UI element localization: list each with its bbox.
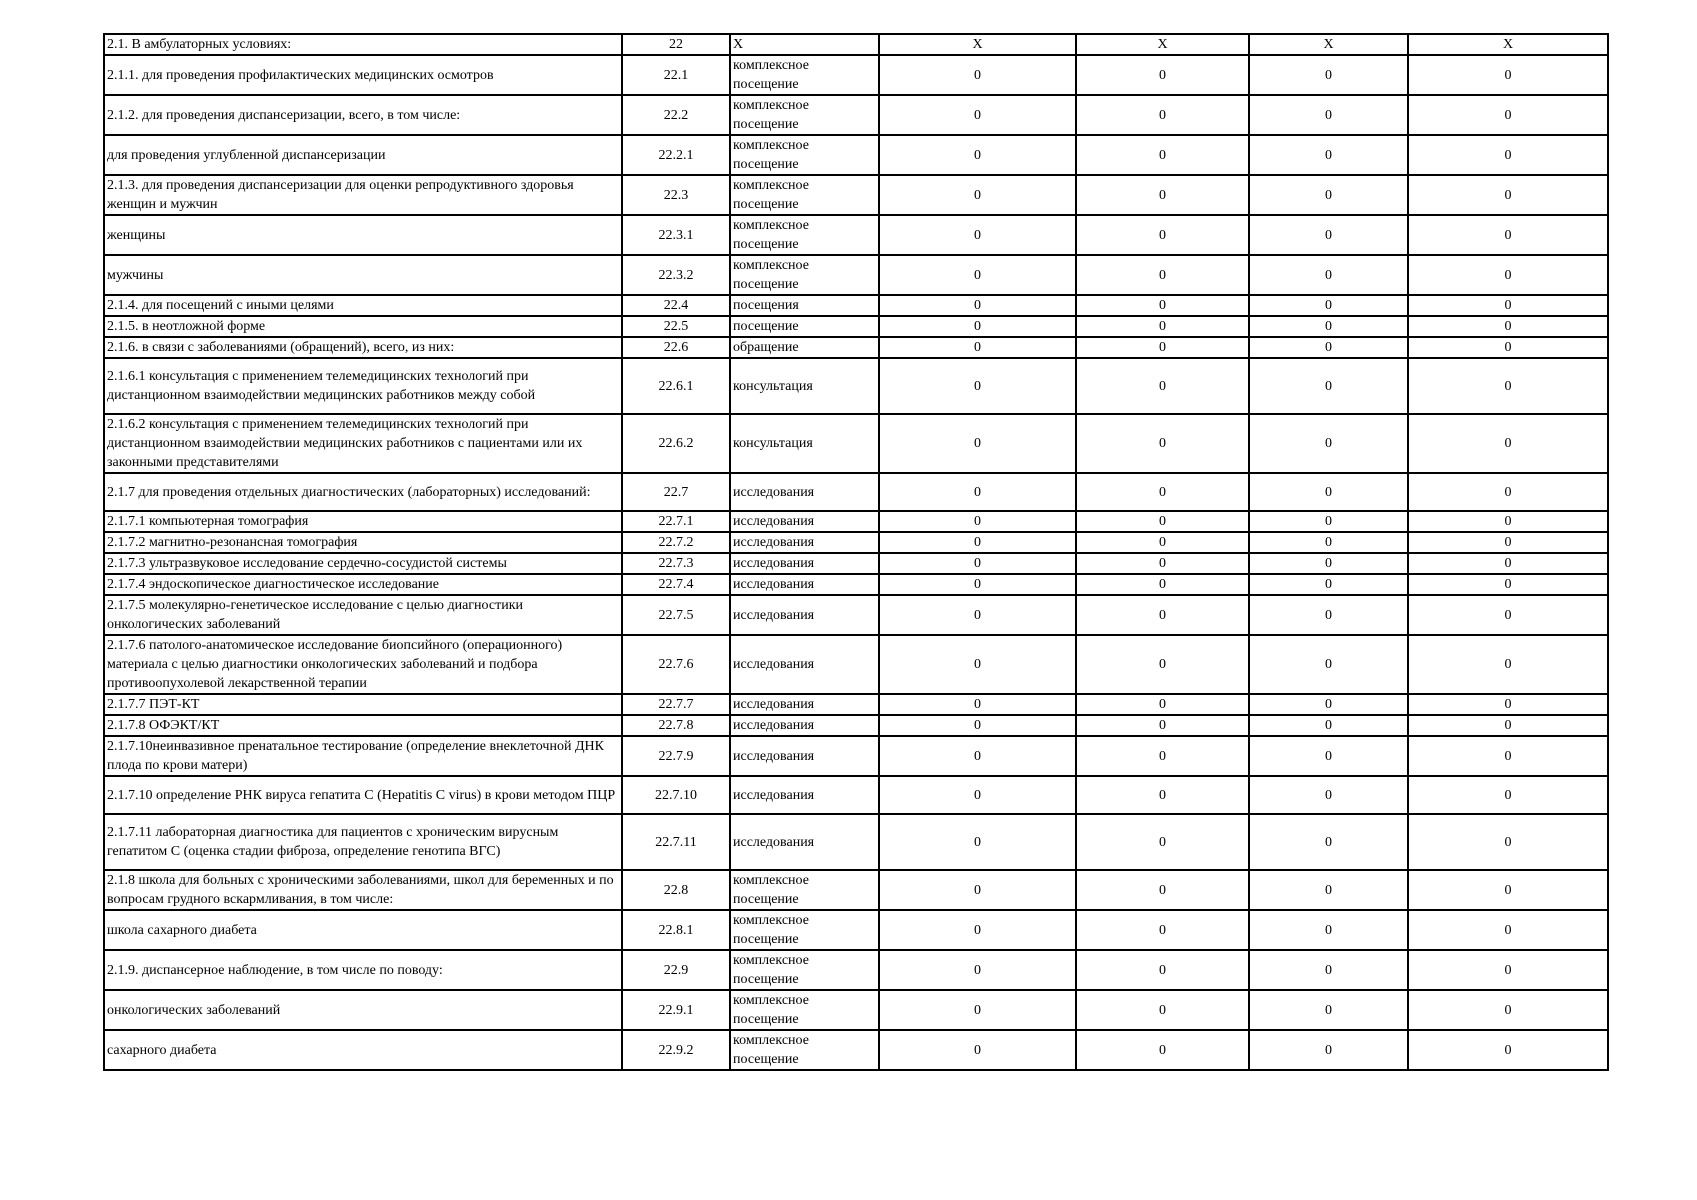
row-name-cell: 2.1.7.11 лабораторная диагностика для пациентов с хроническим вирусным гепатитом C (оценка стадии фиброза, определение генотипа ВГС): [104, 814, 622, 870]
table-row: [104, 990, 1608, 1030]
row-value-cell: 0: [1408, 950, 1608, 990]
row-value-cell: 0: [1249, 595, 1408, 635]
row-value-cell: 0: [879, 553, 1076, 574]
row-value-cell: 0: [1076, 95, 1249, 135]
row-code-cell: 22.3: [622, 175, 730, 215]
row-unit-cell: исследования: [730, 553, 879, 574]
row-name-cell: 2.1.7.8 ОФЭКТ/КТ: [104, 715, 622, 736]
table-row: [104, 34, 1608, 55]
row-unit-cell: комплексное посещение: [730, 870, 879, 910]
row-value-cell: 0: [879, 694, 1076, 715]
row-unit-cell: исследования: [730, 694, 879, 715]
row-value-cell: 0: [1076, 215, 1249, 255]
row-value-cell: 0: [879, 55, 1076, 95]
data-table: [103, 33, 1609, 1071]
row-value-cell: 0: [1076, 295, 1249, 316]
row-code-cell: 22.7.5: [622, 595, 730, 635]
row-value-cell: 0: [879, 950, 1076, 990]
row-value-cell: 0: [1408, 574, 1608, 595]
row-value-cell: 0: [1076, 175, 1249, 215]
row-value-cell: 0: [1408, 694, 1608, 715]
row-code-cell: 22.7: [622, 473, 730, 511]
row-value-cell: 0: [1076, 255, 1249, 295]
row-value-cell: 0: [1076, 910, 1249, 950]
row-value-cell: 0: [1076, 736, 1249, 776]
row-value-cell: 0: [879, 95, 1076, 135]
row-value-cell: 0: [1408, 414, 1608, 473]
row-value-cell: 0: [879, 736, 1076, 776]
table-row: [104, 414, 1608, 473]
row-name-cell: 2.1.7 для проведения отдельных диагностических (лабораторных) исследований:: [104, 473, 622, 511]
row-unit-cell: комплексное посещение: [730, 910, 879, 950]
row-unit-cell: комплексное посещение: [730, 175, 879, 215]
row-name-cell: 2.1.6. в связи с заболеваниями (обращений), всего, из них:: [104, 337, 622, 358]
row-name-cell: школа сахарного диабета: [104, 910, 622, 950]
row-value-cell: 0: [1076, 595, 1249, 635]
row-value-cell: 0: [1076, 950, 1249, 990]
row-value-cell: 0: [1408, 295, 1608, 316]
table-row: [104, 135, 1608, 175]
row-value-cell: 0: [1249, 473, 1408, 511]
row-value-cell: 0: [1076, 135, 1249, 175]
row-value-cell: 0: [1076, 55, 1249, 95]
row-value-cell: 0: [1249, 316, 1408, 337]
table-row: [104, 715, 1608, 736]
row-code-cell: 22.8.1: [622, 910, 730, 950]
row-unit-cell: консультация: [730, 358, 879, 414]
row-name-cell: сахарного диабета: [104, 1030, 622, 1070]
row-value-cell: 0: [1249, 635, 1408, 694]
row-value-cell: 0: [1408, 135, 1608, 175]
row-value-cell: 0: [1249, 358, 1408, 414]
row-unit-cell: исследования: [730, 574, 879, 595]
row-value-cell: 0: [879, 295, 1076, 316]
row-value-cell: 0: [879, 473, 1076, 511]
row-value-cell: 0: [1408, 715, 1608, 736]
row-code-cell: 22.7.10: [622, 776, 730, 814]
row-value-cell: 0: [1076, 532, 1249, 553]
row-code-cell: 22.7.9: [622, 736, 730, 776]
row-value-cell: 0: [879, 595, 1076, 635]
row-value-cell: 0: [1249, 694, 1408, 715]
row-code-cell: 22.9.2: [622, 1030, 730, 1070]
row-value-cell: 0: [879, 990, 1076, 1030]
row-value-cell: 0: [1076, 511, 1249, 532]
row-unit-cell: комплексное посещение: [730, 95, 879, 135]
row-value-cell: 0: [879, 814, 1076, 870]
row-unit-cell: исследования: [730, 511, 879, 532]
row-value-cell: 0: [1249, 175, 1408, 215]
row-value-cell: 0: [1249, 255, 1408, 295]
row-code-cell: 22.3.2: [622, 255, 730, 295]
row-value-cell: 0: [879, 635, 1076, 694]
row-code-cell: 22.7.8: [622, 715, 730, 736]
row-code-cell: 22.1: [622, 55, 730, 95]
row-unit-cell: обращение: [730, 337, 879, 358]
row-value-cell: 0: [1408, 870, 1608, 910]
row-name-cell: 2.1.6.2 консультация с применением телемедицинских технологий при дистанционном взаимодействии медицинских работников с пациентами или их законными представителями: [104, 414, 622, 473]
row-name-cell: 2.1.7.10неинвазивное пренатальное тестирование (определение внеклеточной ДНК плода по крови матери): [104, 736, 622, 776]
row-unit-cell: исследования: [730, 473, 879, 511]
table-row: [104, 595, 1608, 635]
table-row: [104, 736, 1608, 776]
row-name-cell: 2.1.7.10 определение РНК вируса гепатита C (Hepatitis C virus) в крови методом ПЦР: [104, 776, 622, 814]
row-value-cell: 0: [1408, 736, 1608, 776]
row-value-cell: 0: [1408, 1030, 1608, 1070]
row-name-cell: 2.1.4. для посещений с иными целями: [104, 295, 622, 316]
row-value-cell: 0: [1408, 95, 1608, 135]
row-value-cell: 0: [1408, 595, 1608, 635]
row-value-cell: 0: [1076, 990, 1249, 1030]
table-row: [104, 870, 1608, 910]
row-code-cell: 22.9: [622, 950, 730, 990]
row-code-cell: 22.7.1: [622, 511, 730, 532]
row-name-cell: мужчины: [104, 255, 622, 295]
table-row: [104, 574, 1608, 595]
table-row: [104, 95, 1608, 135]
row-value-cell: X: [1076, 34, 1249, 55]
row-value-cell: 0: [1076, 635, 1249, 694]
row-code-cell: 22.7.4: [622, 574, 730, 595]
row-value-cell: 0: [1249, 553, 1408, 574]
row-name-cell: 2.1.9. диспансерное наблюдение, в том числе по поводу:: [104, 950, 622, 990]
row-unit-cell: посещение: [730, 316, 879, 337]
table-row: [104, 473, 1608, 511]
table-row: [104, 55, 1608, 95]
row-value-cell: 0: [879, 414, 1076, 473]
table-row: [104, 255, 1608, 295]
row-value-cell: 0: [1408, 175, 1608, 215]
row-value-cell: 0: [1408, 473, 1608, 511]
row-value-cell: 0: [1249, 414, 1408, 473]
row-value-cell: 0: [1249, 337, 1408, 358]
table-row: [104, 532, 1608, 553]
row-code-cell: 22: [622, 34, 730, 55]
row-name-cell: 2.1.7.4 эндоскопическое диагностическое исследование: [104, 574, 622, 595]
row-value-cell: X: [1408, 34, 1608, 55]
row-value-cell: 0: [879, 255, 1076, 295]
row-name-cell: женщины: [104, 215, 622, 255]
table-row: [104, 511, 1608, 532]
row-value-cell: 0: [1076, 694, 1249, 715]
row-value-cell: 0: [879, 358, 1076, 414]
row-value-cell: 0: [879, 715, 1076, 736]
row-value-cell: 0: [1408, 635, 1608, 694]
table-body: [104, 34, 1608, 1070]
row-code-cell: 22.7.11: [622, 814, 730, 870]
row-value-cell: 0: [1076, 776, 1249, 814]
row-value-cell: 0: [879, 910, 1076, 950]
row-value-cell: 0: [879, 532, 1076, 553]
row-value-cell: 0: [1408, 910, 1608, 950]
row-code-cell: 22.5: [622, 316, 730, 337]
table-row: [104, 814, 1608, 870]
row-value-cell: 0: [1249, 870, 1408, 910]
row-value-cell: 0: [1076, 553, 1249, 574]
row-value-cell: 0: [1408, 55, 1608, 95]
row-value-cell: 0: [1249, 1030, 1408, 1070]
table-row: [104, 316, 1608, 337]
row-unit-cell: исследования: [730, 776, 879, 814]
row-value-cell: 0: [1249, 715, 1408, 736]
row-value-cell: 0: [1249, 776, 1408, 814]
row-name-cell: 2.1.1. для проведения профилактических медицинских осмотров: [104, 55, 622, 95]
row-code-cell: 22.2: [622, 95, 730, 135]
row-value-cell: 0: [1408, 814, 1608, 870]
row-code-cell: 22.4: [622, 295, 730, 316]
row-unit-cell: посещения: [730, 295, 879, 316]
row-value-cell: 0: [1249, 215, 1408, 255]
row-value-cell: 0: [1076, 814, 1249, 870]
row-name-cell: 2.1.7.2 магнитно-резонансная томография: [104, 532, 622, 553]
row-value-cell: 0: [1249, 511, 1408, 532]
row-value-cell: 0: [1249, 736, 1408, 776]
row-code-cell: 22.9.1: [622, 990, 730, 1030]
row-name-cell: 2.1.7.3 ультразвуковое исследование сердечно-сосудистой системы: [104, 553, 622, 574]
row-value-cell: 0: [1249, 814, 1408, 870]
row-value-cell: 0: [1408, 776, 1608, 814]
table-row: [104, 358, 1608, 414]
table-row: [104, 215, 1608, 255]
row-unit-cell: X: [730, 34, 879, 55]
row-value-cell: 0: [879, 574, 1076, 595]
row-value-cell: 0: [1076, 715, 1249, 736]
row-value-cell: 0: [1408, 532, 1608, 553]
row-name-cell: 2.1.7.7 ПЭТ-КТ: [104, 694, 622, 715]
row-name-cell: онкологических заболеваний: [104, 990, 622, 1030]
row-value-cell: X: [1249, 34, 1408, 55]
row-value-cell: 0: [879, 870, 1076, 910]
row-unit-cell: исследования: [730, 595, 879, 635]
row-unit-cell: исследования: [730, 532, 879, 553]
row-value-cell: 0: [879, 175, 1076, 215]
row-value-cell: 0: [879, 316, 1076, 337]
row-value-cell: 0: [1076, 473, 1249, 511]
row-value-cell: 0: [1076, 1030, 1249, 1070]
row-value-cell: 0: [1249, 95, 1408, 135]
row-code-cell: 22.7.7: [622, 694, 730, 715]
row-value-cell: 0: [1408, 316, 1608, 337]
row-unit-cell: исследования: [730, 635, 879, 694]
row-name-cell: 2.1.5. в неотложной форме: [104, 316, 622, 337]
row-name-cell: 2.1.3. для проведения диспансеризации для оценки репродуктивного здоровья женщин и мужчин: [104, 175, 622, 215]
table-row: [104, 635, 1608, 694]
row-unit-cell: исследования: [730, 715, 879, 736]
row-code-cell: 22.7.6: [622, 635, 730, 694]
table-row: [104, 694, 1608, 715]
table-row: [104, 776, 1608, 814]
row-code-cell: 22.6.2: [622, 414, 730, 473]
table-row: [104, 295, 1608, 316]
row-unit-cell: комплексное посещение: [730, 255, 879, 295]
row-value-cell: 0: [879, 135, 1076, 175]
row-unit-cell: комплексное посещение: [730, 135, 879, 175]
row-value-cell: 0: [1249, 55, 1408, 95]
row-value-cell: 0: [1408, 337, 1608, 358]
row-unit-cell: консультация: [730, 414, 879, 473]
table-row: [104, 175, 1608, 215]
row-unit-cell: исследования: [730, 736, 879, 776]
row-unit-cell: комплексное посещение: [730, 950, 879, 990]
row-name-cell: 2.1.7.5 молекулярно-генетическое исследование с целью диагностики онкологических заболеваний: [104, 595, 622, 635]
row-unit-cell: комплексное посещение: [730, 1030, 879, 1070]
row-code-cell: 22.6.1: [622, 358, 730, 414]
row-value-cell: 0: [1076, 414, 1249, 473]
table-row: [104, 553, 1608, 574]
row-name-cell: для проведения углубленной диспансеризации: [104, 135, 622, 175]
row-value-cell: 0: [1408, 255, 1608, 295]
row-value-cell: 0: [1408, 511, 1608, 532]
row-name-cell: 2.1.2. для проведения диспансеризации, всего, в том числе:: [104, 95, 622, 135]
row-value-cell: 0: [1408, 358, 1608, 414]
row-value-cell: 0: [1408, 553, 1608, 574]
row-value-cell: 0: [1076, 574, 1249, 595]
row-value-cell: 0: [1249, 532, 1408, 553]
row-name-cell: 2.1.7.1 компьютерная томография: [104, 511, 622, 532]
row-code-cell: 22.7.2: [622, 532, 730, 553]
row-value-cell: 0: [1249, 295, 1408, 316]
row-value-cell: 0: [1249, 135, 1408, 175]
row-value-cell: 0: [1076, 337, 1249, 358]
table-row: [104, 950, 1608, 990]
row-value-cell: 0: [1076, 870, 1249, 910]
row-unit-cell: комплексное посещение: [730, 990, 879, 1030]
table-row: [104, 910, 1608, 950]
row-value-cell: 0: [1076, 316, 1249, 337]
row-value-cell: 0: [1408, 215, 1608, 255]
row-value-cell: 0: [1076, 358, 1249, 414]
row-unit-cell: исследования: [730, 814, 879, 870]
row-unit-cell: комплексное посещение: [730, 55, 879, 95]
row-code-cell: 22.6: [622, 337, 730, 358]
row-value-cell: 0: [1249, 950, 1408, 990]
row-value-cell: 0: [879, 337, 1076, 358]
row-name-cell: 2.1.6.1 консультация с применением телемедицинских технологий при дистанционном взаимодействии медицинских работников между собой: [104, 358, 622, 414]
row-unit-cell: комплексное посещение: [730, 215, 879, 255]
row-value-cell: 0: [1249, 910, 1408, 950]
row-value-cell: 0: [1249, 990, 1408, 1030]
row-code-cell: 22.2.1: [622, 135, 730, 175]
table-row: [104, 337, 1608, 358]
row-code-cell: 22.7.3: [622, 553, 730, 574]
row-name-cell: 2.1. В амбулаторных условиях:: [104, 34, 622, 55]
table-row: [104, 1030, 1608, 1070]
row-value-cell: X: [879, 34, 1076, 55]
row-name-cell: 2.1.7.6 патолого-анатомическое исследование биопсийного (операционного) материала с целью диагностики онкологических заболеваний и подбора противоопухолевой лекарственной терапии: [104, 635, 622, 694]
row-code-cell: 22.3.1: [622, 215, 730, 255]
row-value-cell: 0: [879, 776, 1076, 814]
row-name-cell: 2.1.8 школа для больных с хроническими заболеваниями, школ для беременных и по вопросам грудного вскармливания, в том числе:: [104, 870, 622, 910]
row-code-cell: 22.8: [622, 870, 730, 910]
row-value-cell: 0: [879, 215, 1076, 255]
row-value-cell: 0: [879, 511, 1076, 532]
row-value-cell: 0: [879, 1030, 1076, 1070]
row-value-cell: 0: [1408, 990, 1608, 1030]
row-value-cell: 0: [1249, 574, 1408, 595]
